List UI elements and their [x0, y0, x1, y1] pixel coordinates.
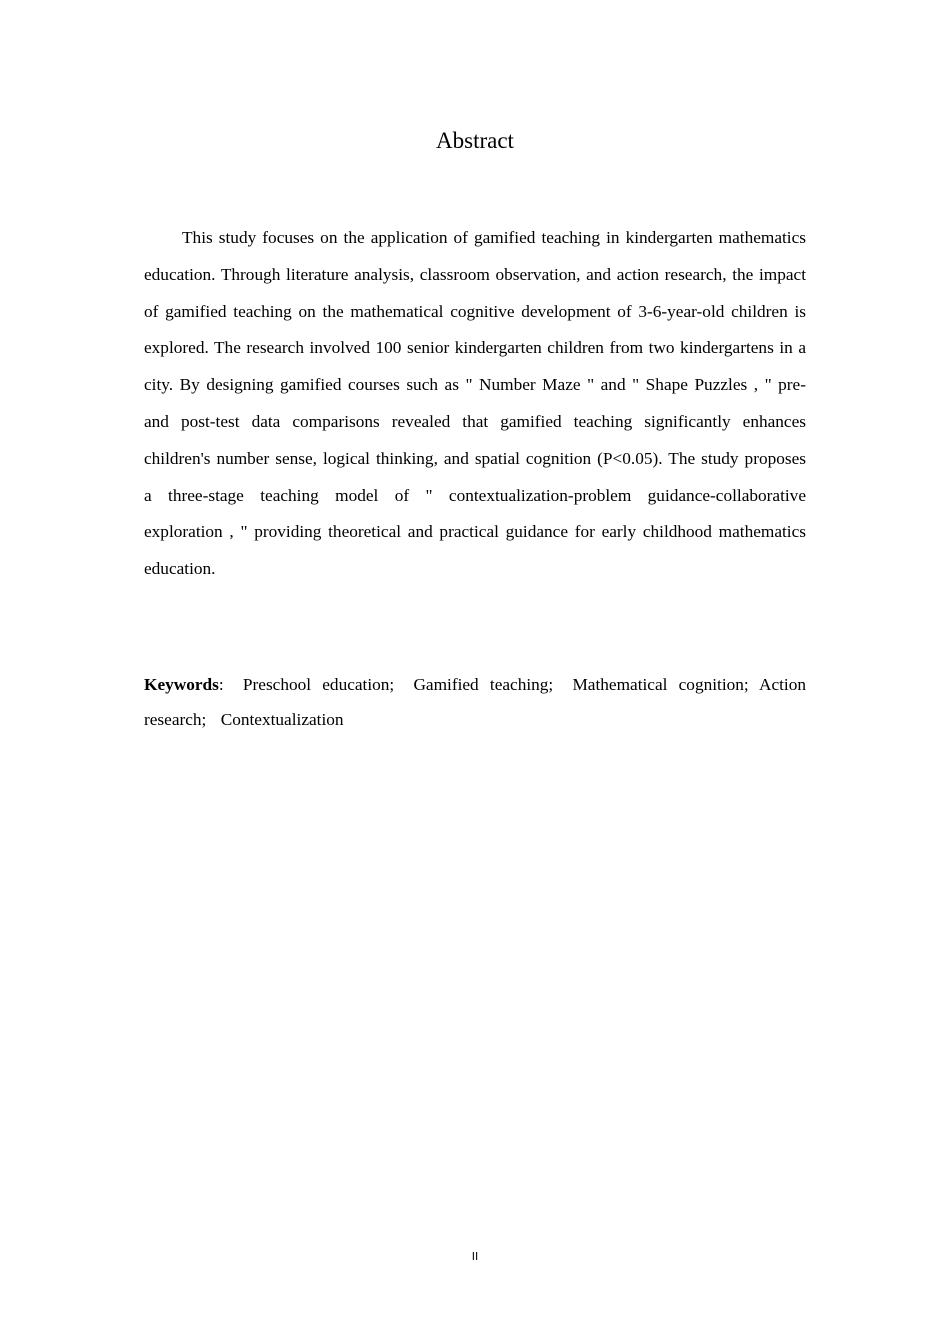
keyword-item: Preschool education;	[242, 675, 395, 694]
abstract-title: Abstract	[436, 128, 514, 153]
keyword-item: Contextualization	[220, 710, 344, 729]
abstract-paragraph: This study focuses on the application of gamified teaching in kindergarten mathematics education. Through literature analysis, classroom observation, and action research, the impact of gamified teaching on the mathematical cognitive development of 3-6-year-old children is explored. The research involved 100 senior kindergarten children from two kindergartens in a city. By designing gamified courses such as " Number Maze " and " Shape Puzzles , " pre- and post-test data comparisons revealed that gamified teaching significantly enhances children's number sense, logical thinking, and spatial cognition (P<0.05). The study proposes a three-stage teaching model of " contextualization-problem guidance-collaborative exploration , " providing theoretical and practical guidance for early childhood mathematics education.	[144, 228, 806, 579]
keywords-section	[144, 667, 806, 737]
keyword-item: Action research;	[144, 675, 807, 729]
keywords-separator: :	[218, 675, 224, 694]
keywords-label: Keywords	[144, 675, 219, 694]
page-number: II	[471, 1250, 479, 1263]
keyword-item: Mathematical cognition;	[572, 675, 749, 694]
keyword-item: Gamified teaching;	[413, 675, 554, 694]
